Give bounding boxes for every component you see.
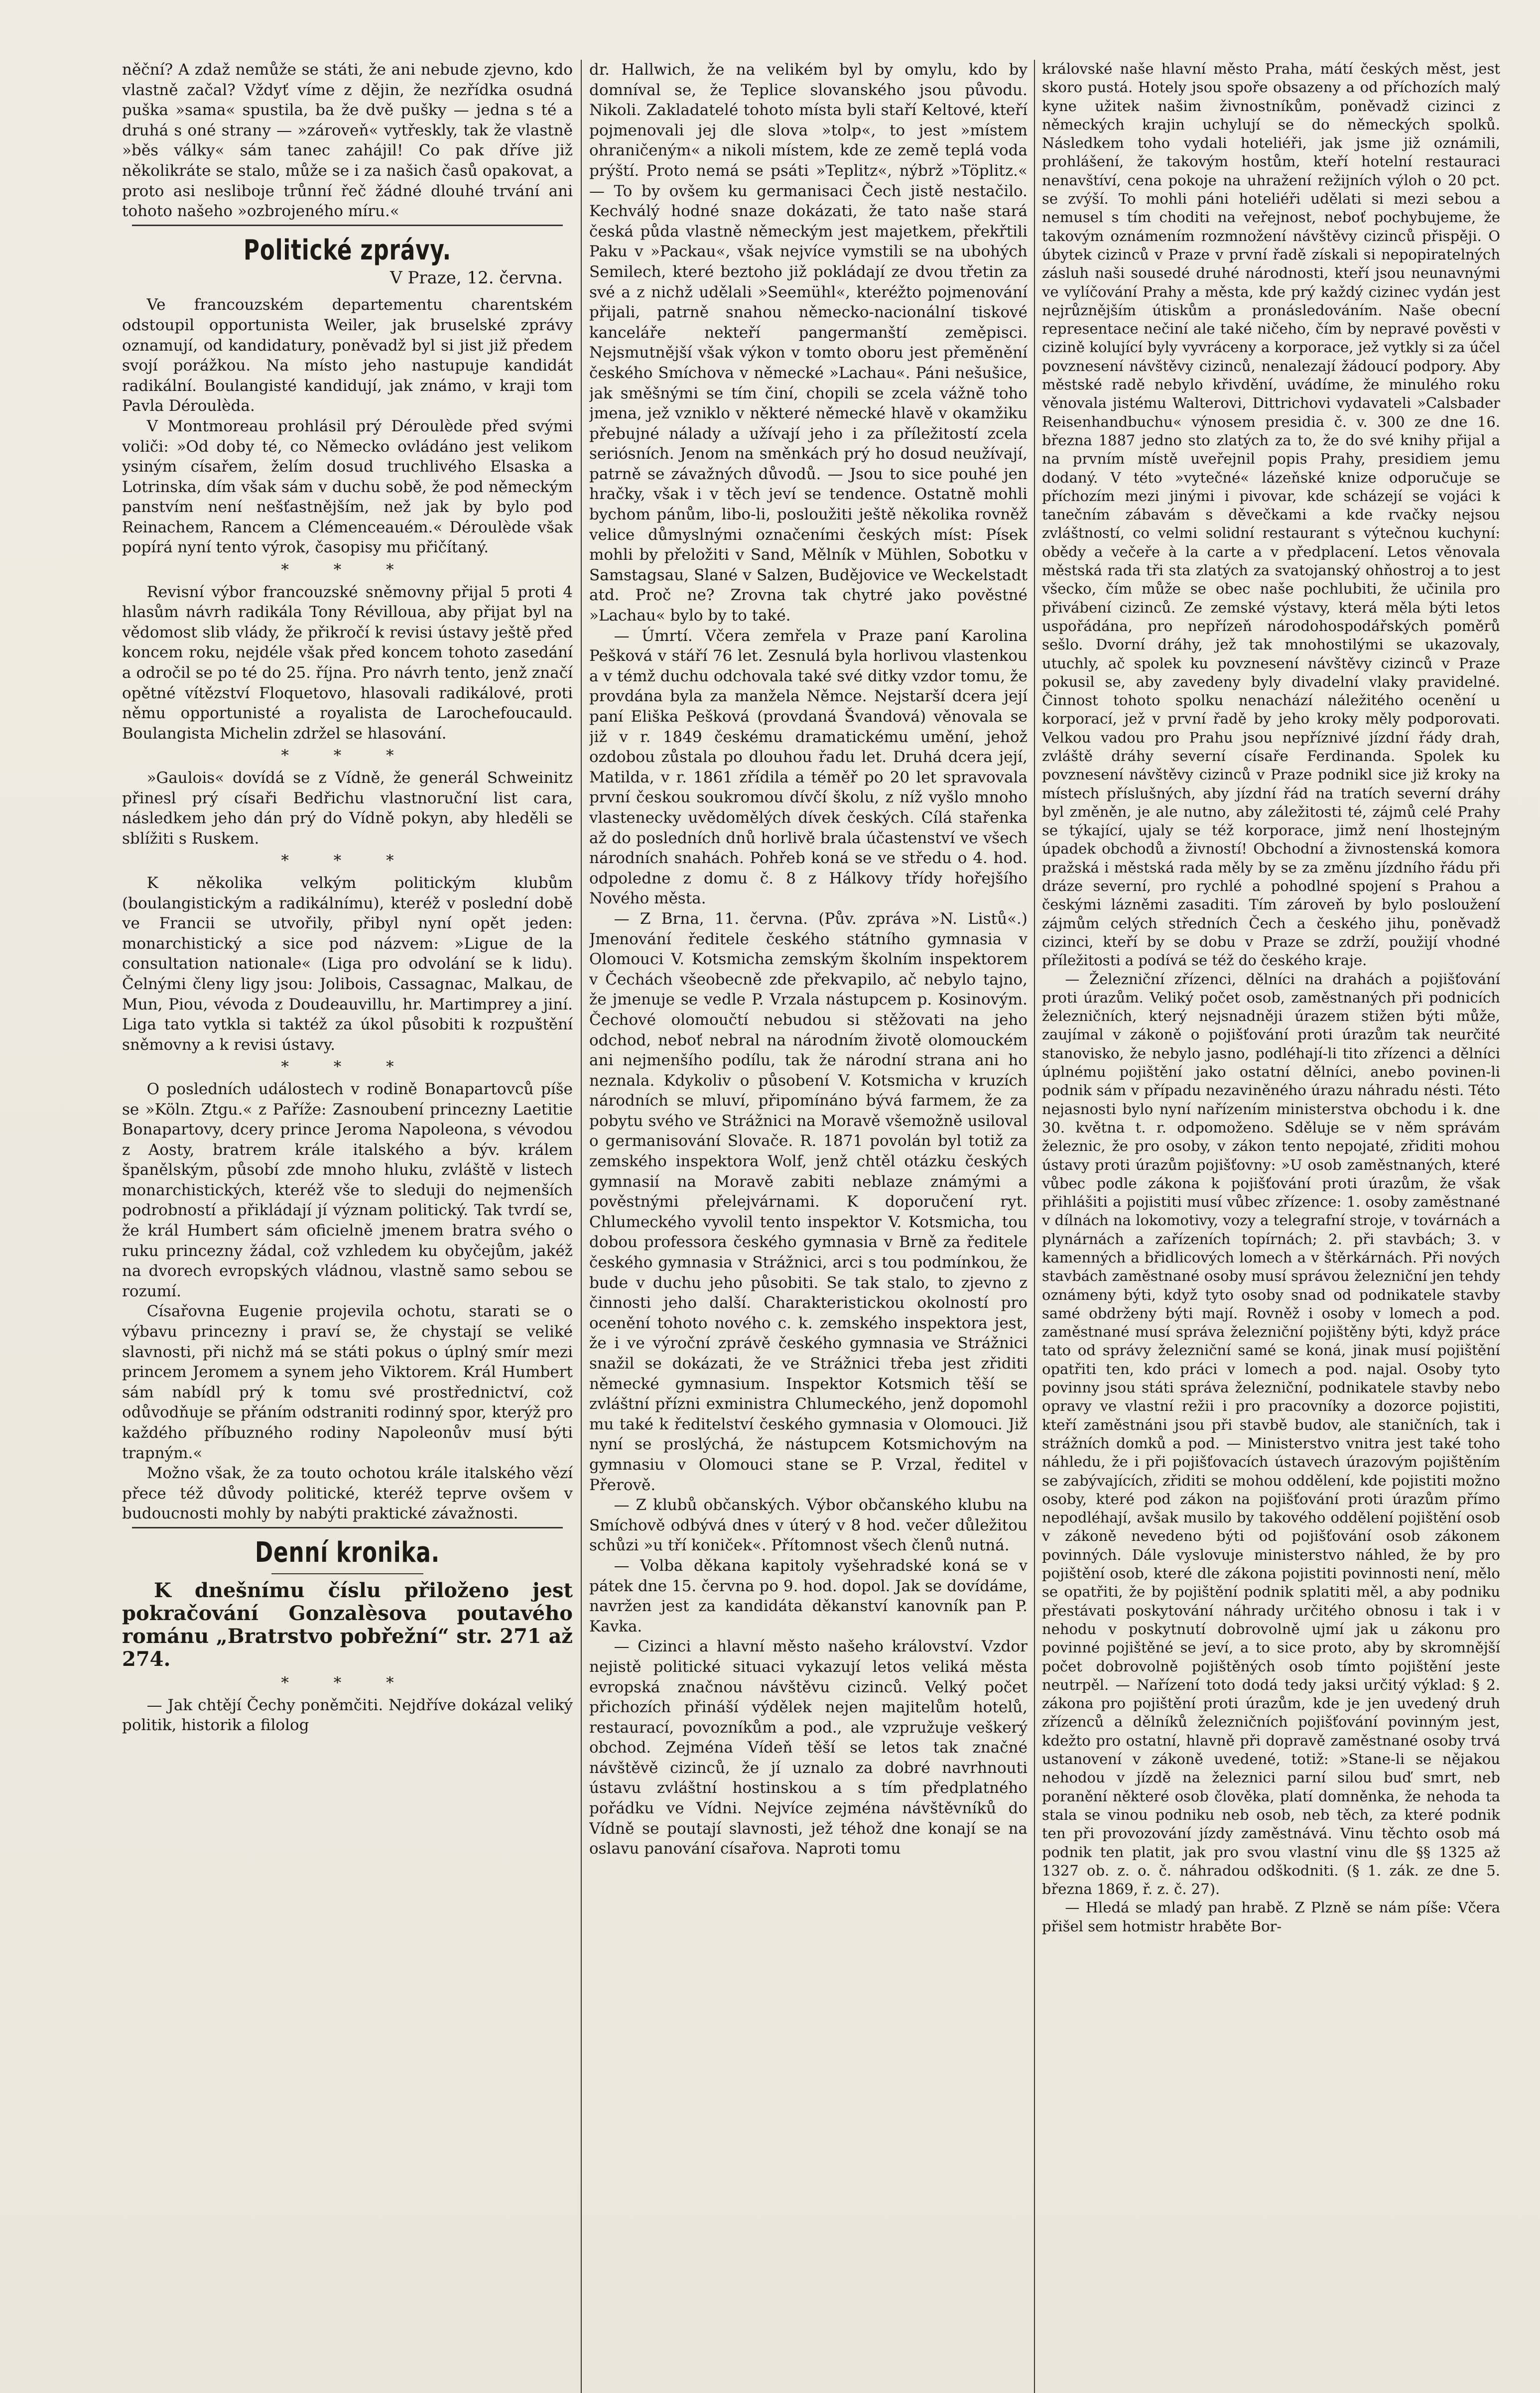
news-paragraph: Možno však, že za touto ochotou krále italského vězí přece též důvody politické, kteréž teprve ovšem v budoucnosti mohly by nabýti praktické závažnosti. — [122, 1464, 573, 1523]
article-continuation: dr. Hallwich, že na velikém byl by omylu, kdo by domníval se, že Teplice slovanského jsou původu. Nikoli. Zakladatelé tohoto místa byli staří Keltové, kteří pojmenovali jej dle slova »tolp«, to jest »místem ohraničeným« a nikoli místem, kde ze země teplá voda prýští. Proto nemá se psáti »Teplitz«, nýbrž »Töplitz.« — To by ovšem ku germanisaci Čech jistě nestačilo. Kechválý hodné snaze dokázati, že tato naše stará česká půda vlastně německým jest majetkem, překřtili Paku v »Packau«, však nejvíce vymstili se na ubohých Semilech, které beztoho již pokládají ze dvou třetin za své a z nichž udělali »Seemühl«, kteréžto pojmenování přijali, patrně snahou německo-nacionální tiskové kanceláře nekteří pangermanští zeměpisci. Nejsmutnější však výkon v tomto oboru jest přeměnění českého Smíchova v německé »Lachau«. Páni nešušice, jak směšnými se tím činí, chopili se zcela vážně toho jmena, jež vzniklo v některé německé hlavě v okamžiku přebujné nálady a užívají jeho i za příležitostí zcela seriósních. Jenom na směnkách prý ho dosud neužívají, patrně se závažných důvodů. — Jsou to sice pouhé jen hračky, však i v těch jeví se tendence. Ostatně mohli bychom pánům, libo-li, posloužiti ještě několika rovněž velice důmyslnými označeními českých míst: Písek mohli by přeložiti v Sand, Mělník v Mühlen, Sobotku v Samstagsau, Slané v Salzen, Budějovice ve Weckelstadt atd. Proč ne? Zrovna tak chytré jako pověstné »Lachau« bylo by to také. — [589, 61, 1027, 625]
news-paragraph: — Cizinci a hlavní město našeho království. Vzdor nejistě politické situaci vykazují letos veliká města evropská značnou návštěvu cizinců. Velký počet přichozích přináší výdělek nejen majitelům hotelů, restaurací, povozníkům a pod., ale vzpružuje veškerý obchod. Zejména Vídeň těší se letos tak značné návštěvě cizinců, že jí uznalo za dobré navrhnouti ústavu zvláštní hostinskou a s tím předplatného pořádku ve Vídni. Nejvíce zejména návštěvníků do Vídně se poutají slavnosti, jež téhož dne konají se na oslavu panování císařova. Naproti tomu — [589, 1637, 1027, 1858]
supplement-notice: K dnešnímu číslu přiloženo jest pokračování Gonzalèsova poutavého románu „Bratrstvo pobřežní“ str. 271 až 274. — [122, 1578, 573, 1671]
separator-stars: * * * — [281, 561, 414, 579]
column-divider — [1034, 60, 1035, 2393]
news-paragraph: — Úmrtí. Včera zemřela v Praze paní Karolina Pešková v stáří 76 let. Zesnulá byla horlivou vlastenkou a v témž duchu odchovala také své ditky vzdor tomu, že provdána byla za manžela Němce. Nejstarší dcera její paní Eliška Pešková (provdaná Švandová) věnovala se již v r. 1849 českému dramatickému umění, jehož ozdobou zůstala po dlouhou řadu let. Druhá dcera její, Matilda, v r. 1861 zřídila a téměř po 20 let spravovala první českou soukromou dívčí školu, z níž vyšlo mnoho vlastenecky uvědomělých dívek českých. Cílá stařenka až do posledních dnů horlivě brala účastenství ve všech národních snahách. Pohřeb koná se ve středu o 4. hod. odpoledne z domu č. 8 z Hálkovy třídy hořejšího Nového města. — [589, 627, 1027, 908]
news-paragraph: Ve francouzském departementu charentském odstoupil opportunista Weiler, jak bruselské zprávy oznamují, od kandidatury, poněvadž byl si jist již předem svojí porážkou. Na místo jeho nastupuje kandidát radikální. Boulangisté kandidují, jak známo, v kraji tom Pavla Déroulèda. — [122, 296, 573, 415]
news-paragraph: V Montmoreau prohlásil prý Déroulède před svými voliči: »Od doby té, co Německo ovládáno jest velikom ysiným císařem, želím dosud truchlivého Elsaska a Lotrinska, dím však sám v duchu sobě, že pod německým panstvím není nešťastnějším, než jak by bylo pod Reinachem, Rancem a Clémenceauém.« Déroulède však popírá nyní tento výrok, časopisy mu přičítaný. — [122, 417, 573, 557]
news-paragraph: — Z Brna, 11. června. (Pův. zpráva »N. Listů«.) Jmenování ředitele českého státního gymnasia v Olomouci V. Kotsmicha zemským školním inspektorem v Čechách všeobecně zde překvapilo, ač nebylo tajno, že jmenuje se vedle P. Vrzala nástupcem p. Kosinovým. Čechové olomoučtí nebudou si stěžovati na jeho odchod, neboť nebral na národním životě olomouckém ani nejmenšího podílu, tak že národní strana ani ho neznala. Kdykoliv o působení V. Kotsmicha v kruzích národních se mluví, připomínáno bývá farmem, že za pobytu svého ve Strážnici na Moravě všemožně usiloval o germanisování Slovače. R. 1871 povolán byl totiž za zemského inspektora Wolf, jenž chtěl otázku českých gymnasií na Moravě zabiti neblaze známými a pověstnými přelejvárnami. K doporučení ryt. Chlumeckého vyvolil tento inspektor V. Kotsmicha, tou dobou professora českého gymnasia v Brně za ředitele českého gymnasia v Strážnici, arci s tou podmínkou, že bude v duchu jeho působiti. Se tak stalo, to zjevno z činnosti jeho další. Charakteristickou okolností pro ocenění tohoto nového c. k. zemského inspektora jest, že i ve výroční zprávě českého gymnasia ve Strážnici snažil se dokázati, že ve Strážnici třeba jest zřiditi německé gymnasium. Inspektor Kotsmich těší se zvláštní přízni exministra Chlumeckého, jenž dopomohl mu také k ředitelství českého gymnasia v Olomouci. Již nyní se proslýchá, že nástupcem Kotsmichovým na gymnasiu v Olomouci stane se P. Vrzal, ředitel v Přerově. — [589, 909, 1027, 1494]
news-paragraph: Císařovna Eugenie projevila ochotu, starati se o výbavu princezny i praví se, že chystají se veliké slavnosti, při nichž má se státi pokus o úplný smír mezi princem Jeromem a synem jeho Viktorem. Král Humbert sám nabídl prý k tomu své prostřednictví, což odůvodňuje se přáním odstraniti rodinný spor, kterýž pro každého příbuzného rodiny Napoleonův musí býti trapným.« — [122, 1302, 573, 1462]
separator-stars: * * * — [281, 852, 414, 870]
dateline: V Praze, 12. června. — [390, 267, 563, 288]
article-continuation: něční? A zdaž nemůže se státi, že ani nebude zjevno, kdo vlastně začal? Vždyť víme z dějin, že nezřídka osudná puška »sama« spustila, ba že dvě pušky — jedna s té a druhá s oné strany — »zároveň« vytřeskly, tak že vlastně »běs války« sám tanec zahájil! Co pak dříve již několikráte se stalo, může se i za našich časů opakovat, a proto asi nesliboje trůnní řeč žádné dlouhé trvání ani tohoto našeho »ozbrojeného míru.« — [122, 61, 573, 221]
news-paragraph: »Gaulois« dovídá se z Vídně, že generál Schweinitz přinesl prý císaři Bedřichu vlastnoruční list cara, následkem jeho dán prý do Vídně pokyn, aby hleděli se sblížiti s Ruskem. — [122, 769, 573, 848]
section-rule — [132, 1527, 563, 1528]
news-paragraph: Revisní výbor francouzské sněmovny přijal 5 proti 4 hlasům návrh radikála Tony Révilloua, aby přijat byl na vědomost slib vlády, že přikročí k revisi ústavy ještě před koncem roku, nejdéle však před koncem tohoto zasedání a odročil se po té do 25. října. Pro návrh tento, jenž značí opětné vítězství Floquetovo, hlasovali radikálové, proti němu opportunisté a royalista de Larochefoucauld. Boulangista Michelin zdržel se hlasování. — [122, 583, 573, 743]
article-continuation: královské naše hlavní město Praha, mátí českých měst, jest skoro pustá. Hotely jsou spoře obsazeny a od příchozích malý kyne užitek našim živnostníkům, poněvadž cizinci z německých krajin uchylují se do německých spolků. Následkem toho vydali hoteliéři, jak jsme již oznámili, prohlášení, že takovým hostům, kteří hotelní restauraci nenavštíví, cena pokoje na uhražení režijních výloh o 20 pct. se zvýší. To mohli páni hoteliéři udělati si mezi sebou a nemusel s tím choditi na veřejnost, neboť pochybujeme, že takovým oznámením rozmnožení návštěvy cizinců přispěji. O úbytek cizinců v Praze v první řadě získali si nepopiratelných zásluh naši sousedé druhé národnosti, kteří jsou neunavnými ve vylíčování Prahy a města, kde prý každý cizinec vydán jest nejrůznějším útiskům a pronásledováním. Naše obecní representace nečiní ale také ničeho, čím by nepravé pověsti v cizině kolující byly vyvráceny a korporace, jež vytkly si za účel povznesení návštěvy cizinců, nenalezají žádoucí podpory. Aby městské radě nebylo křivdění, uvádíme, že minulého roku věnovala jistému Walterovi, Dittrichovi vydavateli »Calsbader Reisenhandbuchu« výnosem presidia č. v. 300 ze dne 16. března 1887 jedno sto zlatých za to, že do své knihy přijal a na prvním místě uveřejnil popis Prahy, presidiem jemu dodaný. V této »vytečné« lázeňské knize odporučuje se příchozím mezi jinými i pivovar, kde scházejí se vojáci k tanečním zábavám s děvečkami a kde rvačky nejsou zvláštností, co velmi solidní restaurant s výtečnou kuchyní: obědy a večeře à la carte a v předplacení. Letos věnovala městská rada tři sta zlatých za svatojanský ohňostroj a to jest všecko, čím může se obec naše pochlubiti, že učinila pro přivábení cizinců. Ze zemské výstavy, která měla býti letos uspořádána, pro nepřízeň národohospodářských poměrů sešlo. Dvorní dráhy, jež tak mnohostilými se ukazovaly, utuchly, ač spolek ku povznesení návštěvy cizinců v Praze pokusil se, aby zavedeny byly divadelní vlaky pravidelné. Činnost tohoto spolku nenachází náležitého ocenění u korporací, jež v první řadě by jeho kroky měly podporovati. Velkou vadou pro Prahu jsou nepříznivé jízdní řády drah, zvláště dráhy severní císaře Ferdinanda. Spolek ku povznesení návštěvy cizinců v Praze podnikl sice již kroky na místech příslušných, aby jízdní řád na tratích severní dráhy byl změněn, je ale nutno, aby záležitosti té, zájmů celé Prahy se týkající, ujaly se též korporace, jimž není lhostejným úpadek obchodů a živností! Obchodní a živnostenská komora pražská i městská rada měly by se za změnu jízdního řádu při dráze severní, pro rychlé a pohodlné spojení s Prahou a českými lázněmi zasaditi. Tím zároveň by bylo posloužení zájmům celých středních Čech a českého jihu, poněvadž cizinci, kteří by se dobu v Praze se zdrží, použijí vhodné příležitosti a podívá se též do českého kraje. — [1042, 60, 1500, 969]
column-2 — [589, 60, 1027, 2393]
column-3 — [1042, 60, 1500, 2393]
news-paragraph: — Hledá se mladý pan hrabě. Z Plzně se nám píše: Včera přišel sem hotmistr hraběte Bor- — [1042, 1899, 1500, 1935]
news-paragraph: — Jak chtějí Čechy poněmčiti. Nejdříve dokázal veliký politik, historik a filolog — [122, 1696, 573, 1735]
news-paragraph: O posledních událostech v rodině Bonapartovců píše se »Köln. Ztgu.« z Paříže: Zasnoubení princezny Laetitie Bonapartovy, dcery prince Jeroma Napoleona, s vévodou z Aosty, bratrem krále italského a býv. králem španělským, působí zde mnoho hluku, zvláště v listech monarchistických, kteréž vše to sleduji do nejmenších podrobností a přikládají jí význam politický. Tak tvrdí se, že král Humbert sám oficielně jmenem bratra svého o ruku princezny žádal, což vzhledem ku obyčejům, jakéž na dvorech evropských vládnou, vlastně samo sebou se rozumí. — [122, 1080, 573, 1300]
news-paragraph: — Volba děkana kapitoly vyšehradské koná se v pátek dne 15. června po 9. hod. dopol. Jak se dovídáme, navržen jest za kandidáta děkanství kanovník pan P. Kavka. — [589, 1556, 1027, 1636]
section-rule — [271, 1573, 423, 1574]
news-paragraph: — Železniční zřízenci, dělníci na drahách a pojišťování proti úrazům. Veliký počet osob, zaměstnaných při podnicích železničních, který nejsnadněji úrazem stižen býti může, zaujímal v zákoně o pojišťování proti úrazům tak neurčité stanovisko, že nebylo jasno, podléhají-li tito zřízenci a dělníci úplnému pojištění jako ostatní dělníci, anebo povinen-li podnik sám v případu nezaviněného úrazu náhradu nésti. Této nejasnosti bylo nyní nařízením ministerstva obchodu i k. dne 30. května t. r. odpomoženo. Sděluje se v něm správám železnic, že pro osoby, v zákon tento nepojaté, zřiditi mohou ústavy proti úrazům pojišťovny: »U osob zaměstnaných, které vůbec podle zákona k pojišťování proti úrazům, že však přihlášiti a pojistiti musí vůbec zřízence: 1. osoby zaměstnané v dílnách na lokomotivy, vozy a telegrafní stroje, v továrnách a plynárnách a zařízeních topírnách; 2. při stavbách; 3. v kamenných a břidlicových lomech a v štěrkárnách. Při nových stavbách zaměstnané osoby musí správou železniční jen tehdy oznámeny býti, když tyto osoby snad od podnikatele stavby samé obdrženy býti mají. Rovněž i osoby v lomech a pod. zaměstnané musí správa železniční pojištěny býti, když práce tato od správy železniční samé se koná, jinak musí pojištění opatřiti ten, kdo práci v lomech a pod. najal. Osoby tyto povinny jsou státi správa železniční, podnikatele stavby nebo opravy ve vlastní režii i pro pracovníky a dozorce pojistiti, kteří zaměstnáni jsou při stavbě budov, ale staničních, tak i strážních domků a pod. — Ministerstvo vnitra jest také toho náhledu, že i při pojišťovacích ústavech úrazovým pojištěním se zabývajících, zřiditi se mohou oddělení, kde pojistiti možno osoby, které pod zákon na pojišťování proti úrazům přímo nepodléhají, avšak musilo by takového oddělení pojištění osob v zákoně nevedeno býti od pojišťování osob zákonem povinných. Dále vyslovuje ministerstvo náhled, že by pro pojištění osob, které dle zákona pojistiti povinnosti není, mělo se opatřiti, že by pojištění podnik splatiti měl, a aby podniku přestávati poskytování náhrady určitého obnosu i tak i v nehodu v poskytnutí dobrovolně ujmí jak u zákonu pro povinné pojištěné se jeví, a to sice proto, aby by skromnější počet dobrovolně pojištěných osob tímto pojištění jeste neutrpěl. — Nařízení toto dodá tedy jaksi určitý výklad: § 2. zákona pro pojištění proti úrazům, kde je jen uvedený druh zřízenců a dělníků železničních pojišťování povinným jest, kdežto pro ostatní, hlavně při dopravě zaměstnané osoby trvá ustanovení v zákoně uvedené, totiž: »Stane-li se nějakou nehodou v jízdě na železnici parní silou buď smrt, neb poranění některé osob člověka, platí domněnka, že nehoda ta stala se vinou podniku neb osob, neb těch, za které podnik ten při provozování jízdy zaměstnává. Vinu těchto osob má podnik ten platit, jak pro svou vlastní vinu dle §§ 1325 až 1327 ob. z. o. č. náhradou odškodniti. (§ 1. zák. ze dne 5. března 1869, ř. z. č. 27). — [1042, 970, 1500, 1898]
section-rule — [132, 225, 563, 226]
section-heading-denni-kronika: Denní kronika. — [255, 1536, 440, 1569]
news-paragraph: — Z klubů občanských. Výbor občanského klubu na Smíchově odbývá dnes v úterý v 8 hod. večer důležitou schůzi »u tří koniček«. Přítomnost všech členů nutná. — [589, 1496, 1027, 1555]
separator-stars: * * * — [281, 1058, 414, 1076]
column-divider — [581, 60, 582, 2393]
column-1 — [122, 60, 573, 2393]
news-paragraph: K několika velkým politickým klubům (boulangistickým a radikálnímu), kteréž v poslední době ve Francii se utvořily, přibyl nyní opět jeden: monarchistický a sice pod názvem: »Ligue de la consultation nationale« (Liga pro odvolání se k lidu). Čelnými členy ligy jsou: Jolibois, Cassagnac, Malkau, de Mun, Piou, vévoda z Doudeauvillu, hr. Martimprey a jiní. Liga tato vytkla si taktéž za úkol působiti k rozpuštění sněmovny a k revisi ústavy. — [122, 874, 573, 1054]
separator-stars: * * * — [281, 1673, 414, 1692]
section-heading-politicke-zpravy: Politické zprávy. — [244, 234, 451, 266]
separator-stars: * * * — [281, 747, 414, 765]
